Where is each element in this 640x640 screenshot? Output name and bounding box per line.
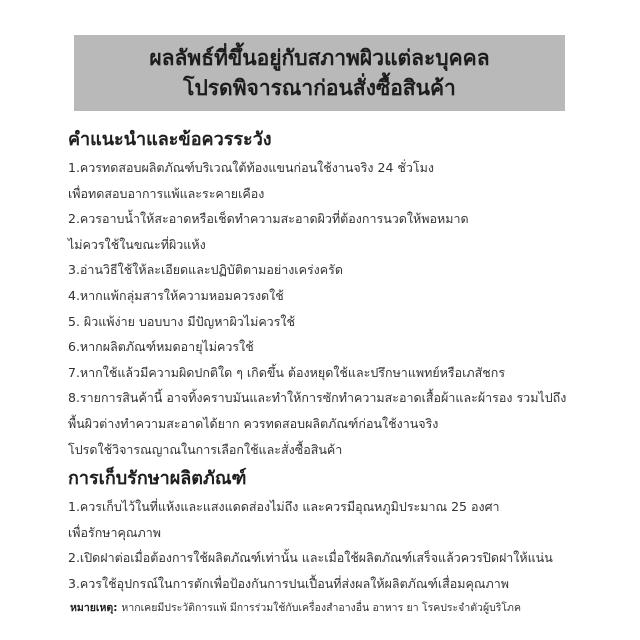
- precautions-list: [68, 155, 588, 462]
- precaution-line: เพื่อทดสอบอาการแพ้และระคายเคือง: [68, 185, 265, 201]
- precaution-line: 8.รายการสินค้านี้ อาจทิ้งคราบมันและทำให้การซักทำความสะอาดเสื้อผ้าและผ้ารอง รวมไปถึง: [68, 390, 567, 406]
- banner-line-2: โปรดพิจารณาก่อนสั่งซื้อสินค้า: [183, 76, 456, 100]
- storage-line: เพื่อรักษาคุณภาพ: [68, 524, 162, 540]
- precaution-line: ไม่ควรใช้ในขณะที่ผิวแห้ง: [68, 236, 206, 252]
- precaution-line: 2.ควรอาบน้ำให้สะอาดหรือเช็ดทำความสะอาดผิวที่ต้องการนวดให้พอหมาด: [68, 211, 469, 227]
- precaution-line: 3.อ่านวิธีใช้ให้ละเอียดและปฏิบัติตามอย่างเคร่งครัด: [68, 262, 343, 278]
- precaution-line: 7.หากใช้แล้วมีความผิดปกติใด ๆ เกิดขึ้น ต้องหยุดใช้และปรึกษาแพทย์หรือเภสัชกร: [68, 364, 506, 380]
- precautions-heading: คำแนะนำและข้อควรระวัง: [68, 129, 272, 150]
- remark-text: หากเคยมีประวัติการแพ้ มีการร่วมใช้กับเครื่องสำอางอื่น อาหาร ยา โรคประจำตัวผู้บริโภค: [121, 602, 521, 614]
- notice-banner: [74, 35, 565, 111]
- precaution-line: พื้นผิวต่างทำความสะอาดได้ยาก ควรทดสอบผลิตภัณฑ์ก่อนใช้งานจริง: [68, 415, 439, 431]
- storage-line: 3.ควรใช้อุปกรณ์ในการตักเพื่อป้องกันการปนเปื้อนที่ส่งผลให้ผลิตภัณฑ์เสื่อมคุณภาพ: [68, 575, 510, 591]
- storage-line: 1.ควรเก็บไว้ในที่แห้งและแสงแดดส่องไม่ถึง และควรมีอุณหภูมิประมาณ 25 องศา: [68, 499, 500, 515]
- content-area: [68, 128, 588, 597]
- banner-line-1: ผลลัพธ์ที่ขึ้นอยู่กับสภาพผิวแต่ละบุคคล: [149, 46, 490, 70]
- precaution-line: 5. ผิวแพ้ง่าย บอบบาง มีปัญหาผิวไม่ควรใช้: [68, 313, 296, 329]
- storage-heading: การเก็บรักษาผลิตภัณฑ์: [68, 468, 247, 490]
- precaution-line: โปรดใช้วิจารณญาณในการเลือกใช้และสั่งซื้อสินค้า: [68, 441, 343, 457]
- remark-note: [70, 600, 521, 616]
- precaution-line: 1.ควรทดสอบผลิตภัณฑ์บริเวณใต้ท้องแขนก่อนใช้งานจริง 24 ชั่วโมง: [68, 160, 434, 175]
- storage-line: 2.เปิดฝาต่อเมื่อต้องการใช้ผลิตภัณฑ์เท่านั้น และเมื่อใช้ผลิตภัณฑ์เสร็จแล้วควรปิดฝาให้แน่น: [68, 550, 553, 566]
- precaution-line: 4.หากแพ้กลุ่มสารให้ความหอมควรงดใช้: [68, 287, 284, 303]
- remark-label: หมายเหตุ:: [70, 602, 118, 614]
- storage-list: [68, 494, 588, 596]
- precaution-line: 6.หากผลิตภัณฑ์หมดอายุไม่ควรใช้: [68, 339, 254, 355]
